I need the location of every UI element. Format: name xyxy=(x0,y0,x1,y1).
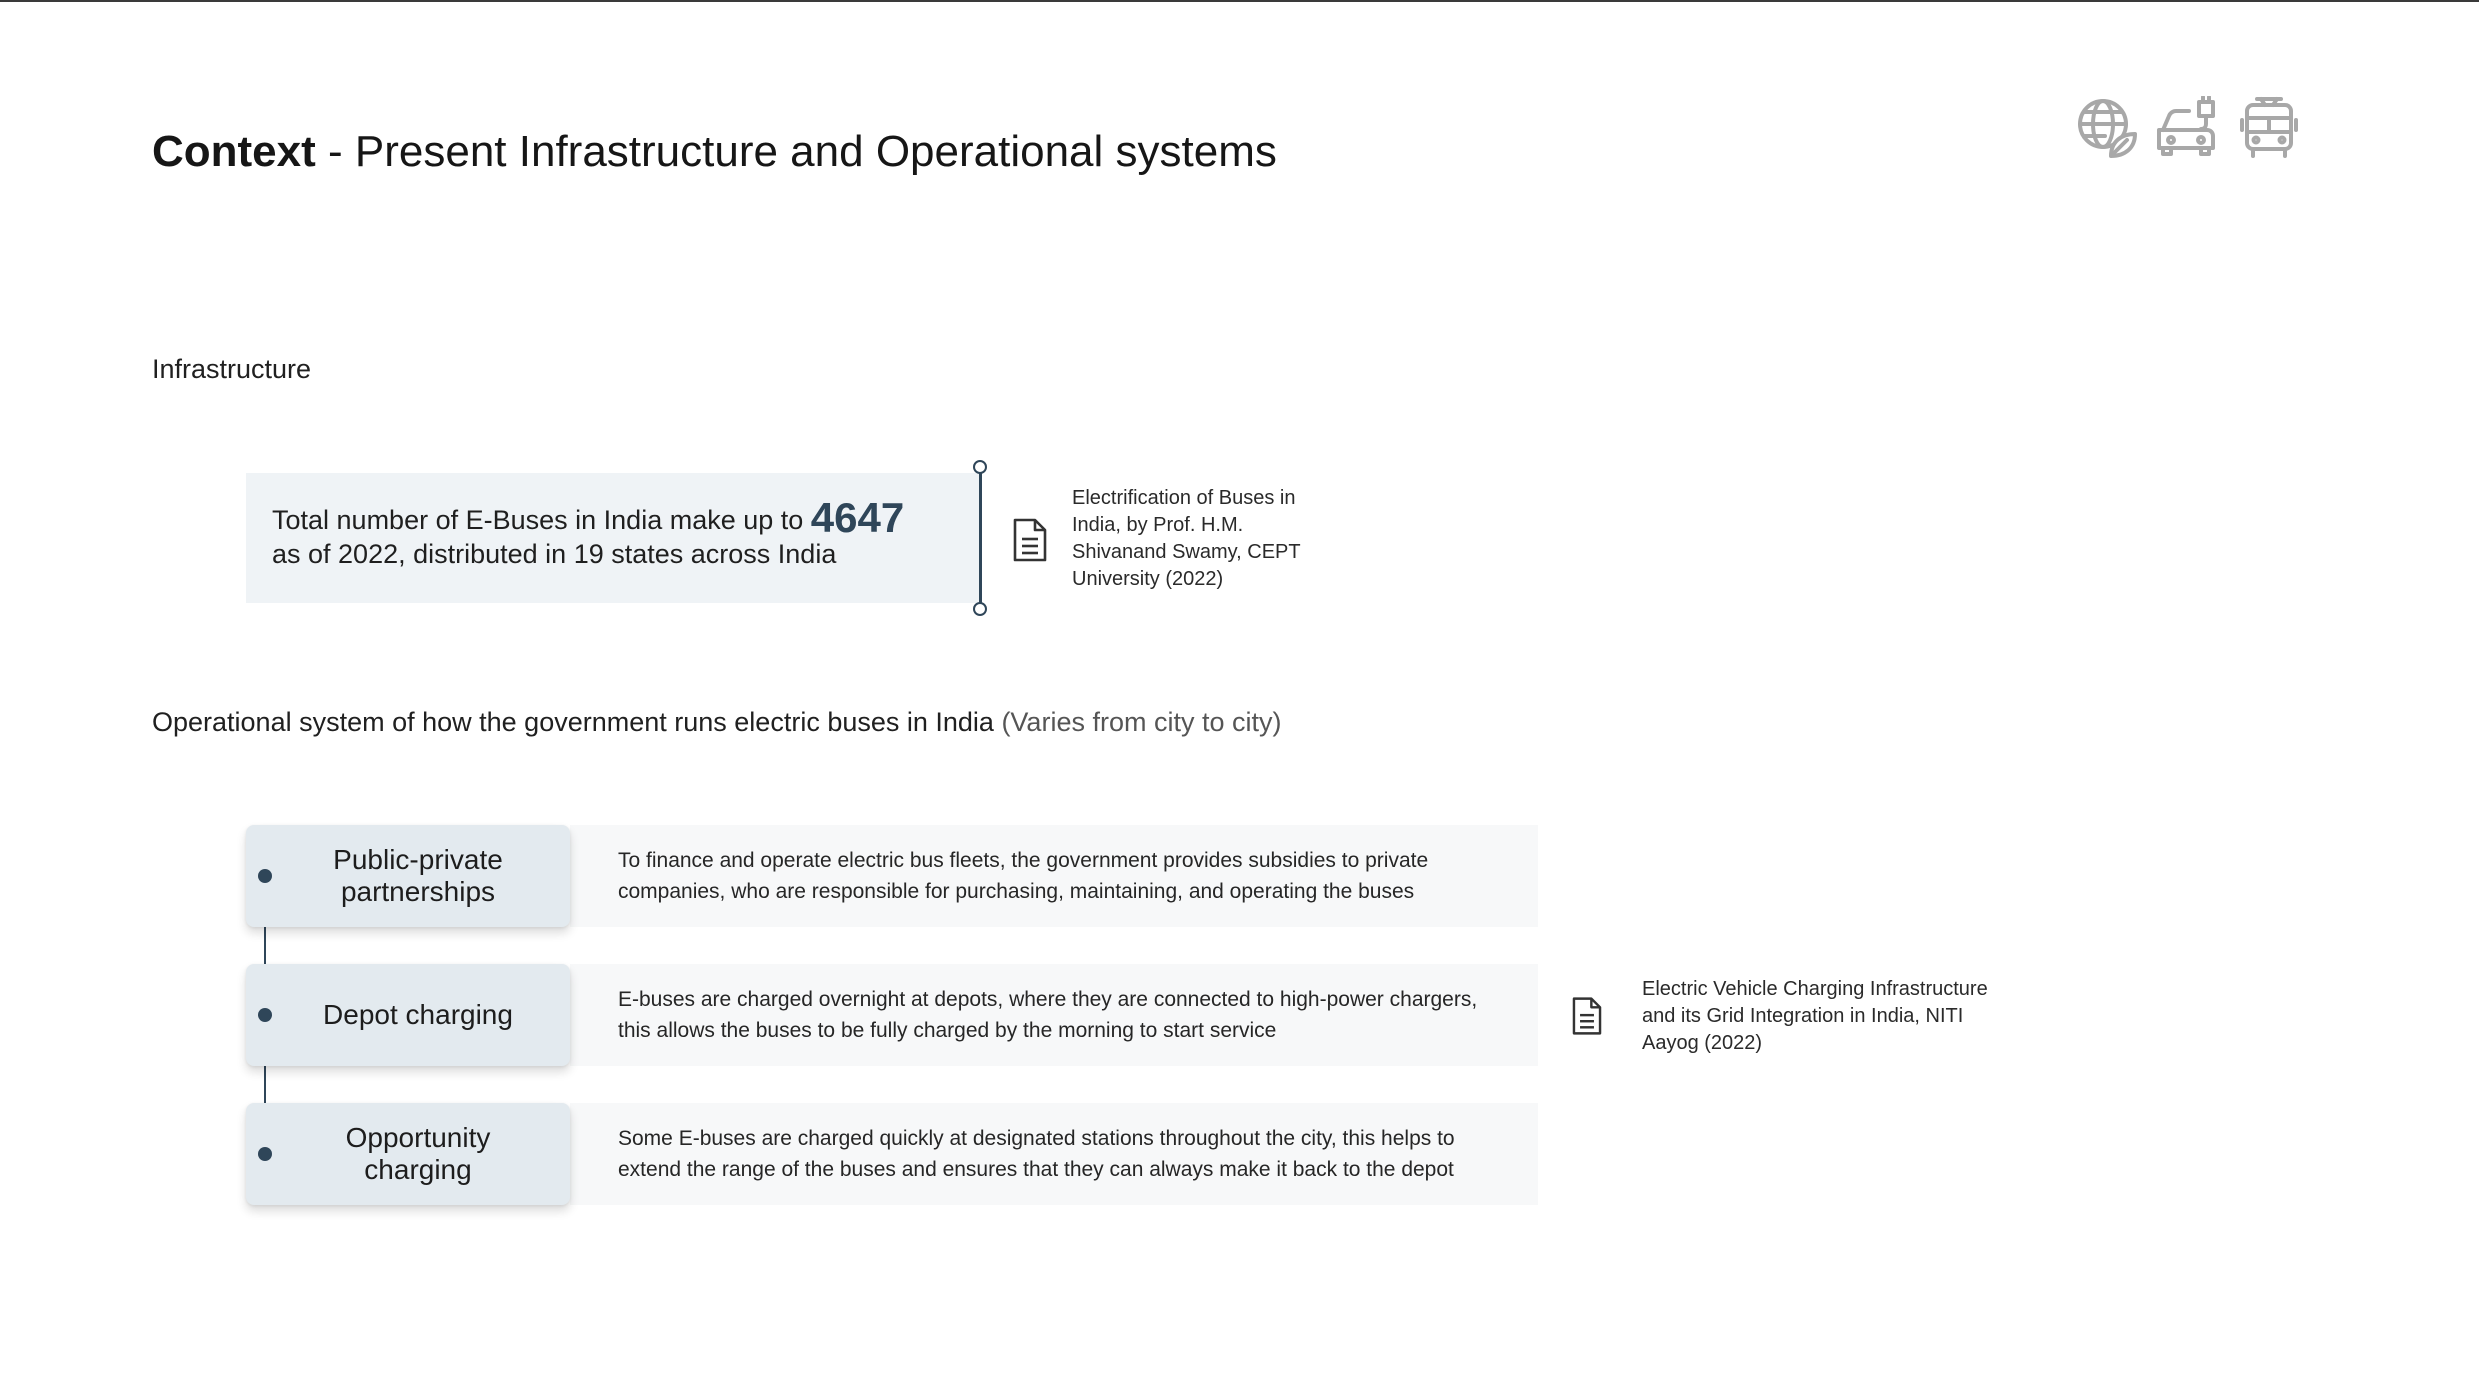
stat-prefix: Total number of E-Buses in India make up to xyxy=(272,505,811,535)
title-rest: - Present Infrastructure and Operational systems xyxy=(315,127,1277,176)
row-bullet xyxy=(258,869,272,883)
operational-label xyxy=(152,705,1281,739)
row-title-card xyxy=(246,1103,570,1205)
stat-box xyxy=(246,473,980,603)
top-border xyxy=(0,0,2479,2)
row-title: Depot charging xyxy=(323,999,513,1030)
row-title-card xyxy=(246,825,570,927)
stat-line-1 xyxy=(272,494,954,541)
description-text: To finance and operate electric bus fleets, the government provides subsidies to private companies, who are responsible for purchasing, maintaining, and operating the buses xyxy=(618,849,1429,903)
row-bullet xyxy=(258,1008,272,1022)
infrastructure-label: Infrastructure xyxy=(152,354,312,384)
row-title: Public-private partnerships xyxy=(333,844,503,907)
page-title xyxy=(152,124,1277,180)
row-title-card xyxy=(246,964,570,1066)
bus-icon xyxy=(2239,96,2299,160)
document-icon xyxy=(1012,517,1048,563)
row-description xyxy=(570,964,1538,1066)
globe-leaf-icon xyxy=(2075,96,2139,160)
stat-suffix: as of 2022, distributed in 19 states across India xyxy=(272,539,837,569)
title-bold: Context xyxy=(152,127,316,176)
row-description xyxy=(570,825,1538,927)
infrastructure-reference: Electrification of Buses in India, by Prof. H.M. Shivanand Swamy, CEPT University (2022) xyxy=(1072,487,1301,590)
row-bullet xyxy=(258,1147,272,1161)
divider-knob-bottom xyxy=(973,602,987,616)
row-title: Opportunity charging xyxy=(345,1122,491,1185)
reference-divider xyxy=(979,470,982,610)
electric-car-icon xyxy=(2155,96,2221,160)
description-text: E-buses are charged overnight at depots, where they are connected to high-power chargers, this allows the buses to be fully charged by the morning to start service xyxy=(618,988,1478,1042)
document-icon xyxy=(1571,996,1603,1036)
stat-value: 4647 xyxy=(810,494,905,541)
operational-reference: Electric Vehicle Charging Infrastructure and its Grid Integration in India, NITI Aayog (2022) xyxy=(1642,978,1988,1054)
description-text: Some E-buses are charged quickly at designated stations throughout the city, this helps to extend the range of the buses and ensures that they can always make it back to the depot xyxy=(618,1127,1455,1181)
operational-title: Operational system of how the government runs electric buses in India xyxy=(152,707,994,737)
row-description xyxy=(570,1103,1538,1205)
header-icons xyxy=(2075,96,2300,166)
operational-note: (Varies from city to city) xyxy=(993,707,1282,737)
divider-knob-top xyxy=(973,460,987,474)
